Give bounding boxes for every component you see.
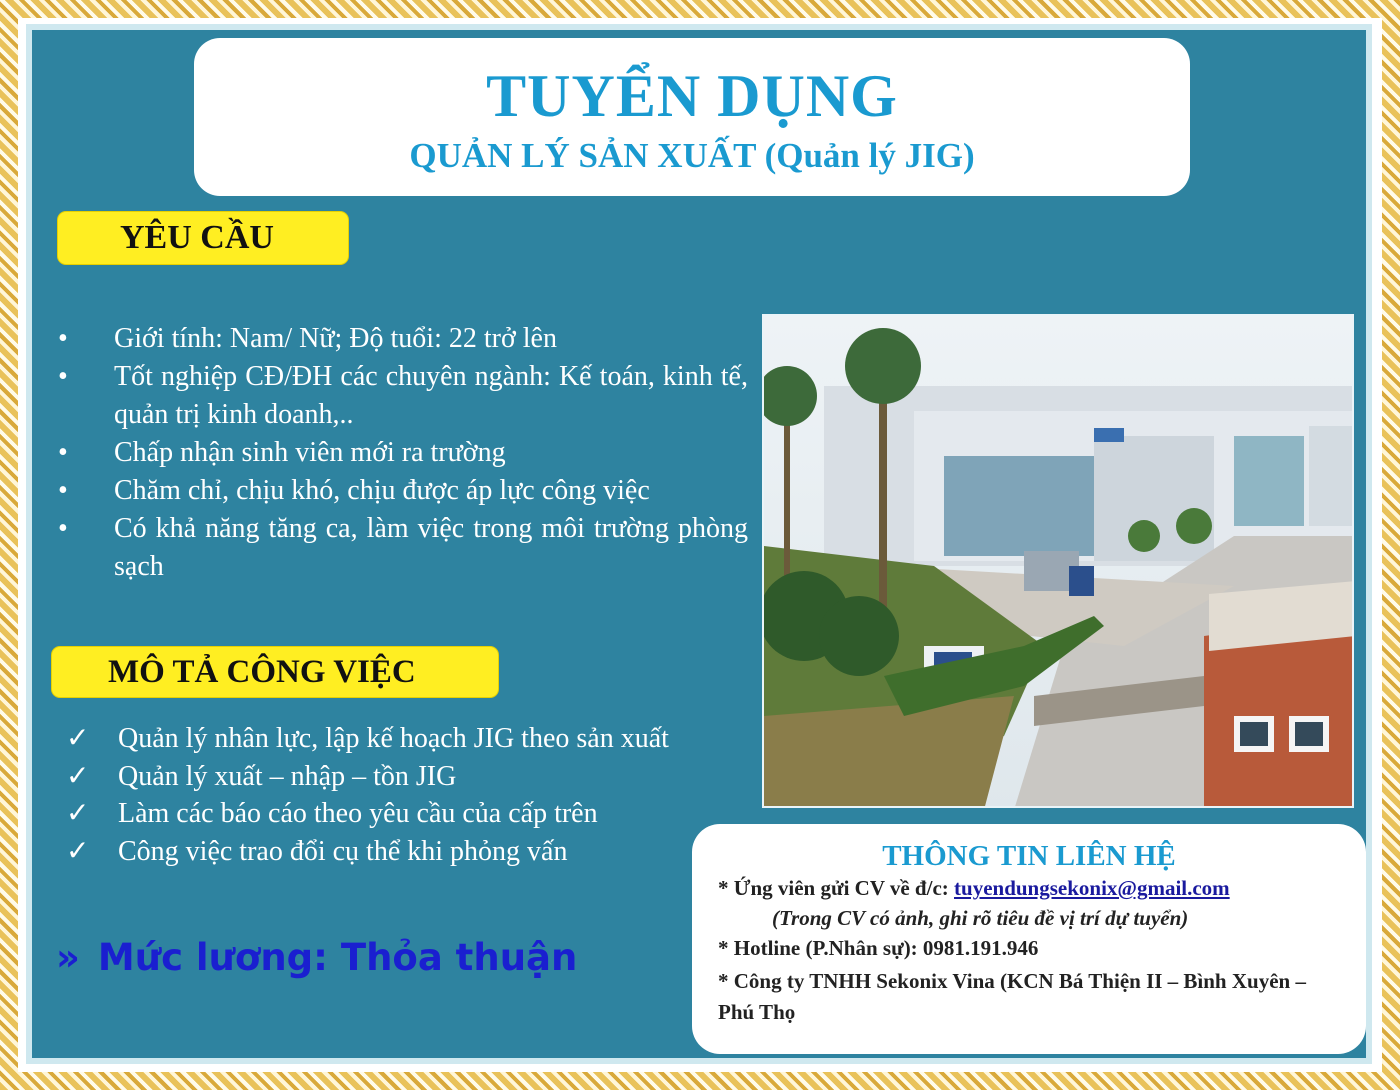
title-box bbox=[194, 38, 1190, 196]
bullet-icon: • bbox=[58, 513, 68, 544]
bullet-icon: • bbox=[58, 475, 68, 506]
job-description-heading: MÔ TẢ CÔNG VIỆC bbox=[52, 647, 498, 697]
duty-text: Quản lý xuất – nhập – tồn JIG bbox=[118, 760, 457, 792]
checkmark-icon: ✓ bbox=[66, 760, 90, 792]
company-address: * Công ty TNHH Sekonix Vina (KCN Bá Thiện II – Bình Xuyên – Phú Thọ bbox=[718, 969, 1306, 1024]
requirements-list bbox=[58, 320, 748, 586]
page-title: TUYỂN DỤNG bbox=[486, 63, 898, 129]
list-item bbox=[58, 320, 748, 358]
job-position-title: QUẢN LÝ SẢN XUẤT (Quản lý JIG) bbox=[409, 136, 975, 175]
cv-note: (Trong CV có ảnh, ghi rõ tiêu đề vị trí dự tuyển) bbox=[772, 906, 1189, 930]
salary-text: Mức lương: Thỏa thuận bbox=[97, 936, 578, 979]
list-item bbox=[66, 758, 746, 796]
list-item bbox=[58, 472, 748, 510]
list-item bbox=[58, 358, 748, 434]
bullet-icon: • bbox=[58, 323, 68, 354]
list-item bbox=[66, 720, 746, 758]
list-item bbox=[66, 795, 746, 833]
list-item bbox=[58, 434, 748, 472]
requirement-text: Chấp nhận sinh viên mới ra trường bbox=[114, 437, 506, 468]
duty-text: Làm các báo cáo theo yêu cầu của cấp trên bbox=[118, 798, 598, 829]
requirements-heading: YÊU CẦU bbox=[58, 212, 348, 264]
duty-text: Quản lý nhân lực, lập kế hoạch JIG theo sản xuất bbox=[118, 723, 669, 754]
requirement-text: Tốt nghiệp CĐ/ĐH các chuyên ngành: Kế toán, kinh tế, quản trị kinh doanh,.. bbox=[114, 361, 748, 430]
factory-illustration bbox=[764, 316, 1354, 808]
hotline: * Hotline (P.Nhân sự): 0981.191.946 bbox=[718, 936, 1039, 960]
bullet-icon: • bbox=[58, 437, 68, 468]
factory-photo bbox=[762, 314, 1354, 808]
requirement-text: Giới tính: Nam/ Nữ; Độ tuổi: 22 trở lên bbox=[114, 323, 557, 354]
bullet-icon: • bbox=[58, 361, 68, 392]
duty-text: Công việc trao đổi cụ thể khi phỏng vấn bbox=[118, 835, 568, 867]
list-item bbox=[66, 833, 746, 871]
salary-line bbox=[56, 936, 577, 979]
cv-prefix: * Ứng viên gửi CV về đ/c: bbox=[718, 876, 955, 900]
checkmark-icon: ✓ bbox=[66, 798, 90, 829]
contact-box bbox=[692, 824, 1366, 1054]
checkmark-icon: ✓ bbox=[66, 835, 90, 867]
double-chevron-icon: » bbox=[56, 936, 80, 979]
list-item bbox=[58, 510, 748, 586]
checkmark-icon: ✓ bbox=[66, 723, 90, 754]
email-link[interactable]: tuyendungsekonix@gmail.com bbox=[954, 876, 1230, 900]
requirement-text: Chăm chỉ, chịu khó, chịu được áp lực công việc bbox=[114, 475, 650, 506]
cv-instruction bbox=[718, 876, 1230, 901]
contact-heading: THÔNG TIN LIÊN HỆ bbox=[882, 840, 1176, 872]
poster-panel bbox=[26, 24, 1372, 1064]
job-description-list bbox=[66, 720, 746, 870]
requirement-text: Có khả năng tăng ca, làm việc trong môi trường phòng sạch bbox=[114, 513, 748, 582]
